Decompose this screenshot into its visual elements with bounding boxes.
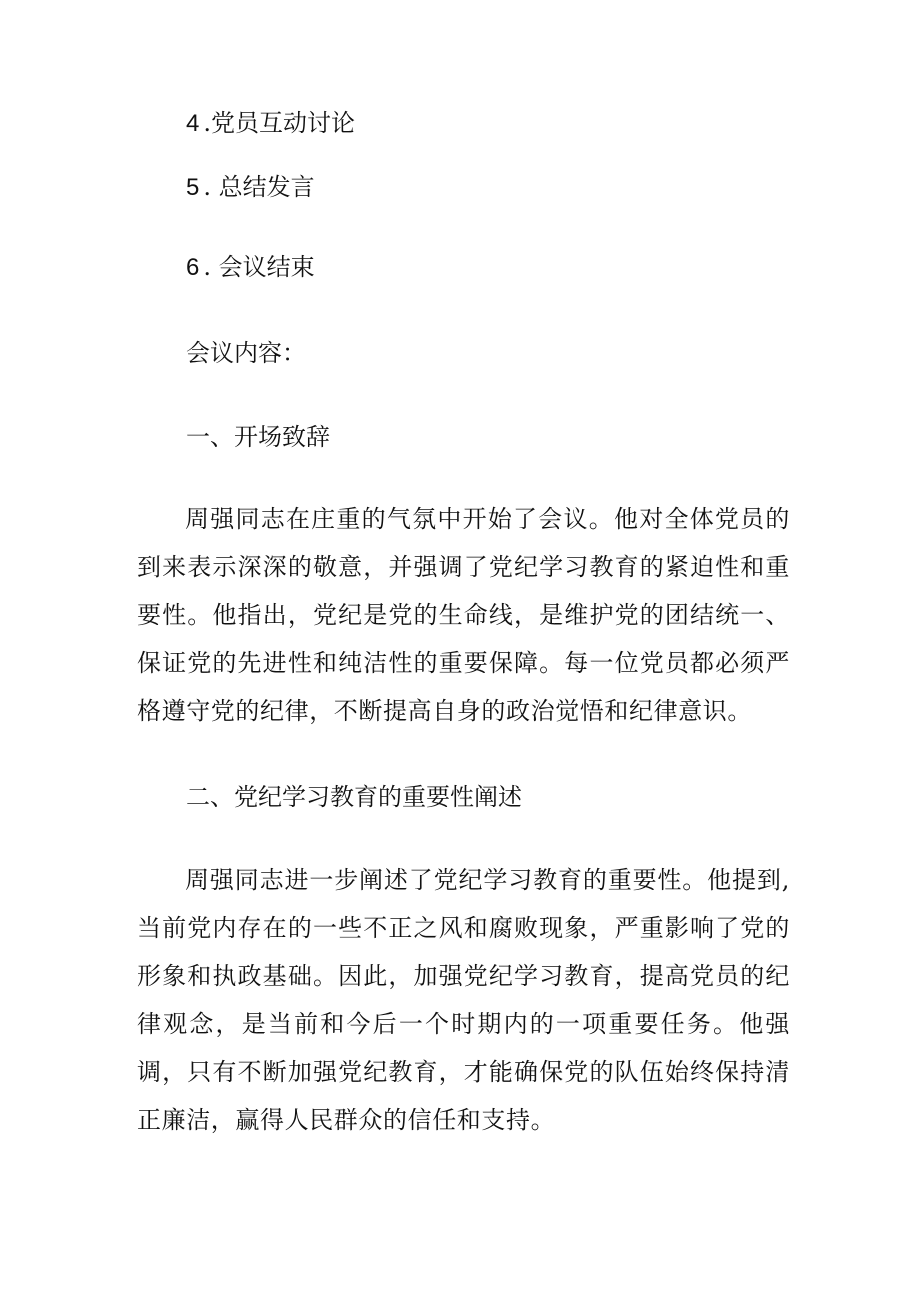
section-paragraph-opening: 周强同志在庄重的气氛中开始了会议。他对全体党员的到来表示深深的敬意，并强调了党纪学习教育的紧迫性和重要性。他指出，党纪是党的生命线，是维护党的团结统一、保证党的先进性和纯洁性的重要保障。每一位党员都必须严格遵守党的纪律，不断提高自身的政治觉悟和纪律意识。 <box>137 505 790 725</box>
section-heading-opening: 一、开场致辞 <box>186 423 330 451</box>
section-paragraph-importance: 周强同志进一步阐述了党纪学习教育的重要性。他提到,当前党内存在的一些不正之风和腐败现象，严重影响了党的形象和执政基础。因此，加强党纪学习教育，提高党员的纪律观念，是当前和今后一个时期内的一项重要任务。他强调，只有不断加强党纪教育，才能确保党的队伍始终保持清正廉洁，赢得人民群众的信任和支持。 <box>137 866 790 1134</box>
meeting-content-label: 会议内容： <box>186 339 306 367</box>
agenda-item-text: .党员互动讨论 <box>203 109 355 137</box>
agenda-item-text: . 会议结束 <box>203 253 315 281</box>
agenda-item-number: 4 <box>186 110 200 137</box>
agenda-item-6 <box>186 252 315 283</box>
agenda-item-number: 5 <box>186 174 200 201</box>
agenda-item-4 <box>186 108 355 139</box>
agenda-item-number: 6 <box>186 254 200 281</box>
agenda-item-5 <box>186 172 315 203</box>
agenda-item-text: . 总结发言 <box>203 173 315 201</box>
section-heading-importance: 二、党纪学习教育的重要性阐述 <box>186 783 522 811</box>
